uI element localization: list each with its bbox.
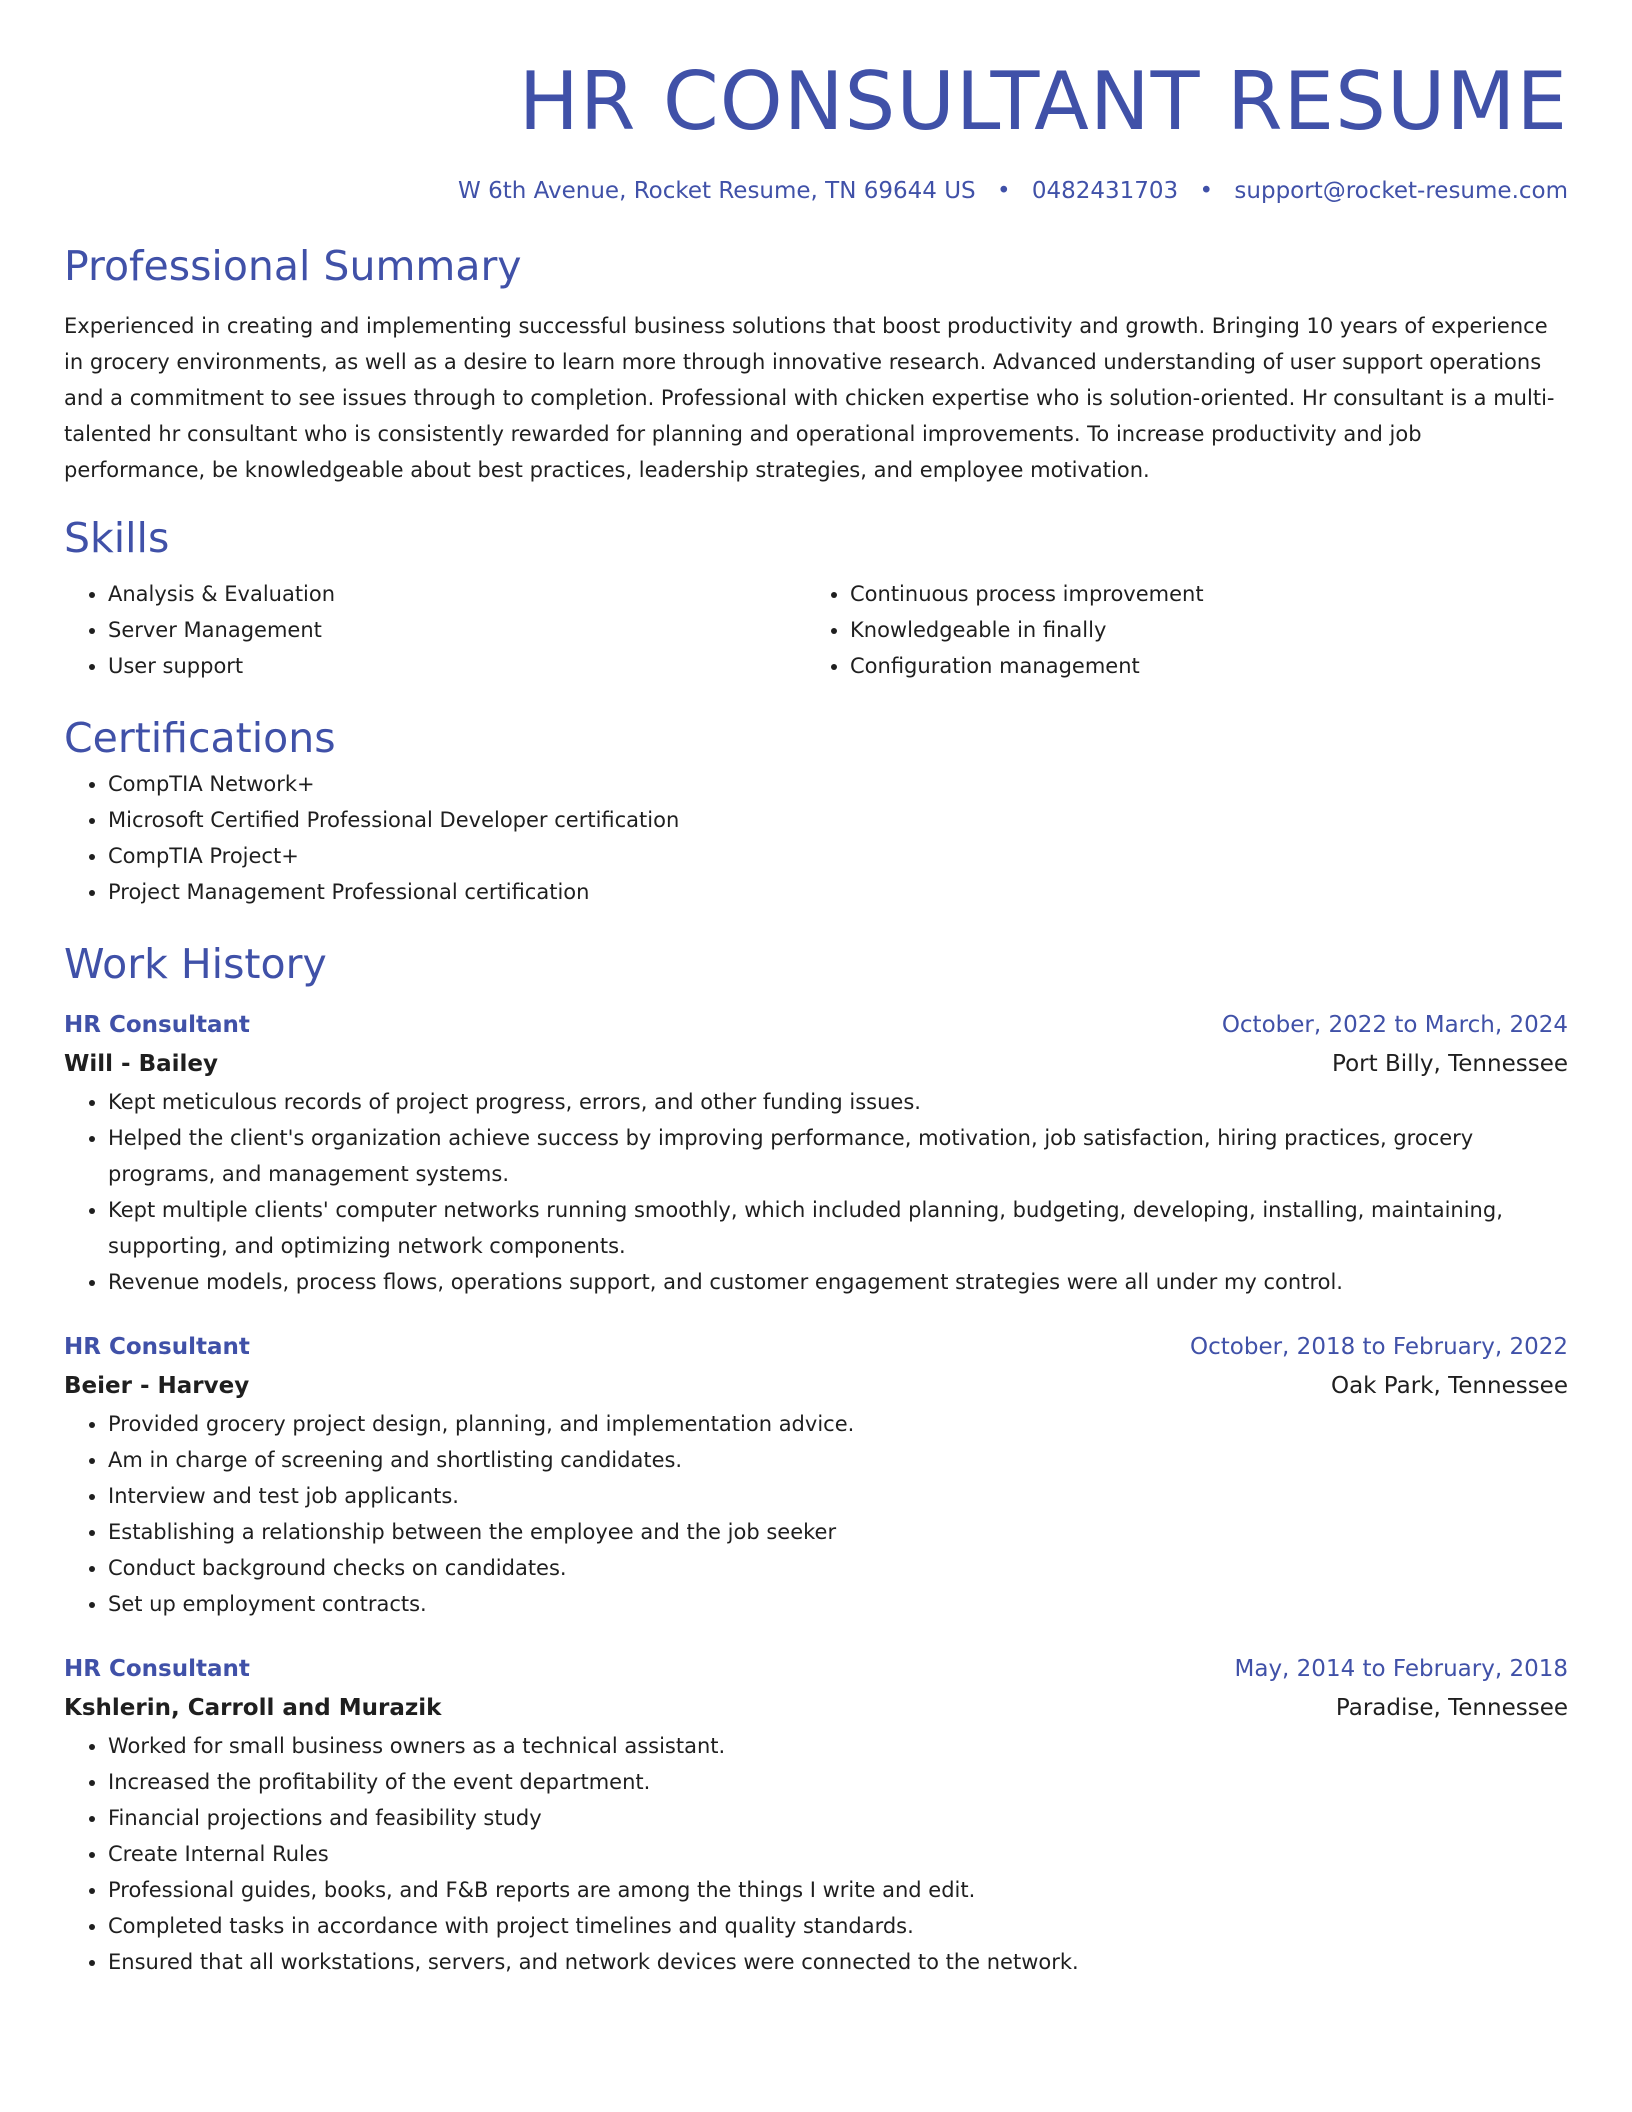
job-company: Kshlerin, Carroll and Murazik bbox=[64, 1695, 442, 1721]
skill-item: • Analysis & Evaluation bbox=[108, 576, 806, 612]
job-dates: October, 2018 to February, 2022 bbox=[1190, 1334, 1568, 1360]
skills-list-left bbox=[64, 576, 806, 684]
skills-heading: Skills bbox=[64, 514, 170, 562]
contact-email: support@rocket-resume.com bbox=[1234, 178, 1568, 204]
job-entry bbox=[64, 1650, 1568, 1980]
job-duty-item: • Conduct background checks on candidates. bbox=[108, 1550, 1568, 1586]
summary-heading: Professional Summary bbox=[64, 242, 522, 290]
job-dates: October, 2022 to March, 2024 bbox=[1221, 1012, 1568, 1038]
skills-grid bbox=[64, 576, 1568, 684]
job-company-row bbox=[64, 1688, 1568, 1728]
certification-item: • CompTIA Network+ bbox=[108, 766, 1568, 802]
work-history-heading: Work History bbox=[64, 940, 327, 988]
job-duty-item: • Provided grocery project design, planning, and implementation advice. bbox=[108, 1406, 1568, 1442]
job-entry bbox=[64, 1328, 1568, 1622]
job-duty-item: • Create Internal Rules bbox=[108, 1836, 1568, 1872]
contact-phone: 0482431703 bbox=[1031, 178, 1179, 204]
job-duties-list bbox=[64, 1406, 1568, 1622]
certification-item: • Microsoft Certified Professional Developer certification bbox=[108, 802, 1568, 838]
job-company: Beier - Harvey bbox=[64, 1373, 250, 1399]
job-company: Will - Bailey bbox=[64, 1051, 218, 1077]
job-duty-item: • Ensured that all workstations, servers, and network devices were connected to the network. bbox=[108, 1944, 1568, 1980]
contact-separator: • bbox=[1199, 178, 1214, 204]
job-duty-item: • Interview and test job applicants. bbox=[108, 1478, 1568, 1514]
certifications-list bbox=[64, 766, 1568, 910]
job-duties-list bbox=[64, 1728, 1568, 1980]
job-duty-item: • Am in charge of screening and shortlisting candidates. bbox=[108, 1442, 1568, 1478]
job-duty-item: • Revenue models, process flows, operations support, and customer engagement strategies were all under my control. bbox=[108, 1264, 1568, 1300]
certification-item: • CompTIA Project+ bbox=[108, 838, 1568, 874]
skill-item: • Server Management bbox=[108, 612, 806, 648]
job-duty-item: • Increased the profitability of the event department. bbox=[108, 1764, 1568, 1800]
contact-address: W 6th Avenue, Rocket Resume, TN 69644 US bbox=[458, 178, 976, 204]
job-duty-item: • Worked for small business owners as a technical assistant. bbox=[108, 1728, 1568, 1764]
skill-item: • User support bbox=[108, 648, 806, 684]
job-header-row bbox=[64, 1328, 1568, 1366]
summary-text: Experienced in creating and implementing successful business solutions that boost productivity and growth. Bringing 10 years of experience in grocery environments, as well as a desire to learn more through innovative research. Advanced understanding of user support operations and a commitment to see issues through to completion. Professional with chicken expertise who is solution-oriented. Hr consultant is a multi-talented hr consultant who is consistently rewarded for planning and operational improvements. To increase productivity and job performance, be knowledgeable about best practices, leadership strategies, and employee motivation. bbox=[64, 314, 1555, 482]
job-title: HR Consultant bbox=[64, 1656, 250, 1682]
resume-title: HR CONSULTANT RESUME bbox=[518, 55, 1568, 148]
job-header-row bbox=[64, 1006, 1568, 1044]
job-location: Oak Park, Tennessee bbox=[1330, 1373, 1568, 1399]
job-location: Port Billy, Tennessee bbox=[1332, 1051, 1568, 1077]
job-duty-item: • Professional guides, books, and F&B reports are among the things I write and edit. bbox=[108, 1872, 1568, 1908]
certification-item: • Project Management Professional certification bbox=[108, 874, 1568, 910]
skill-item: • Continuous process improvement bbox=[850, 576, 1548, 612]
skill-item: • Configuration management bbox=[850, 648, 1548, 684]
contact-separator: • bbox=[996, 178, 1011, 204]
job-duty-item: • Helped the client's organization achieve success by improving performance, motivation, job satisfaction, hiring practices, grocery programs, and management systems. bbox=[108, 1120, 1568, 1192]
job-duty-item: • Financial projections and feasibility study bbox=[108, 1800, 1568, 1836]
skills-column-left bbox=[64, 576, 806, 684]
skills-list-right bbox=[806, 576, 1548, 684]
job-location: Paradise, Tennessee bbox=[1335, 1695, 1568, 1721]
job-title: HR Consultant bbox=[64, 1012, 250, 1038]
skills-column-right bbox=[806, 576, 1548, 684]
job-duty-item: • Kept multiple clients' computer networks running smoothly, which included planning, budgeting, developing, installing, maintaining, supporting, and optimizing network components. bbox=[108, 1192, 1568, 1264]
job-duty-item: • Set up employment contracts. bbox=[108, 1586, 1568, 1622]
job-title: HR Consultant bbox=[64, 1334, 250, 1360]
skill-item: • Knowledgeable in finally bbox=[850, 612, 1548, 648]
job-duty-item: • Completed tasks in accordance with project timelines and quality standards. bbox=[108, 1908, 1568, 1944]
job-duty-item: • Establishing a relationship between the employee and the job seeker bbox=[108, 1514, 1568, 1550]
job-company-row bbox=[64, 1366, 1568, 1406]
job-duties-list bbox=[64, 1084, 1568, 1300]
job-dates: May, 2014 to February, 2018 bbox=[1234, 1656, 1568, 1682]
job-entry bbox=[64, 1006, 1568, 1300]
job-duty-item: • Kept meticulous records of project progress, errors, and other funding issues. bbox=[108, 1084, 1568, 1120]
certifications-heading: Certifications bbox=[64, 714, 336, 762]
job-company-row bbox=[64, 1044, 1568, 1084]
contact-line bbox=[64, 174, 1568, 208]
job-header-row bbox=[64, 1650, 1568, 1688]
